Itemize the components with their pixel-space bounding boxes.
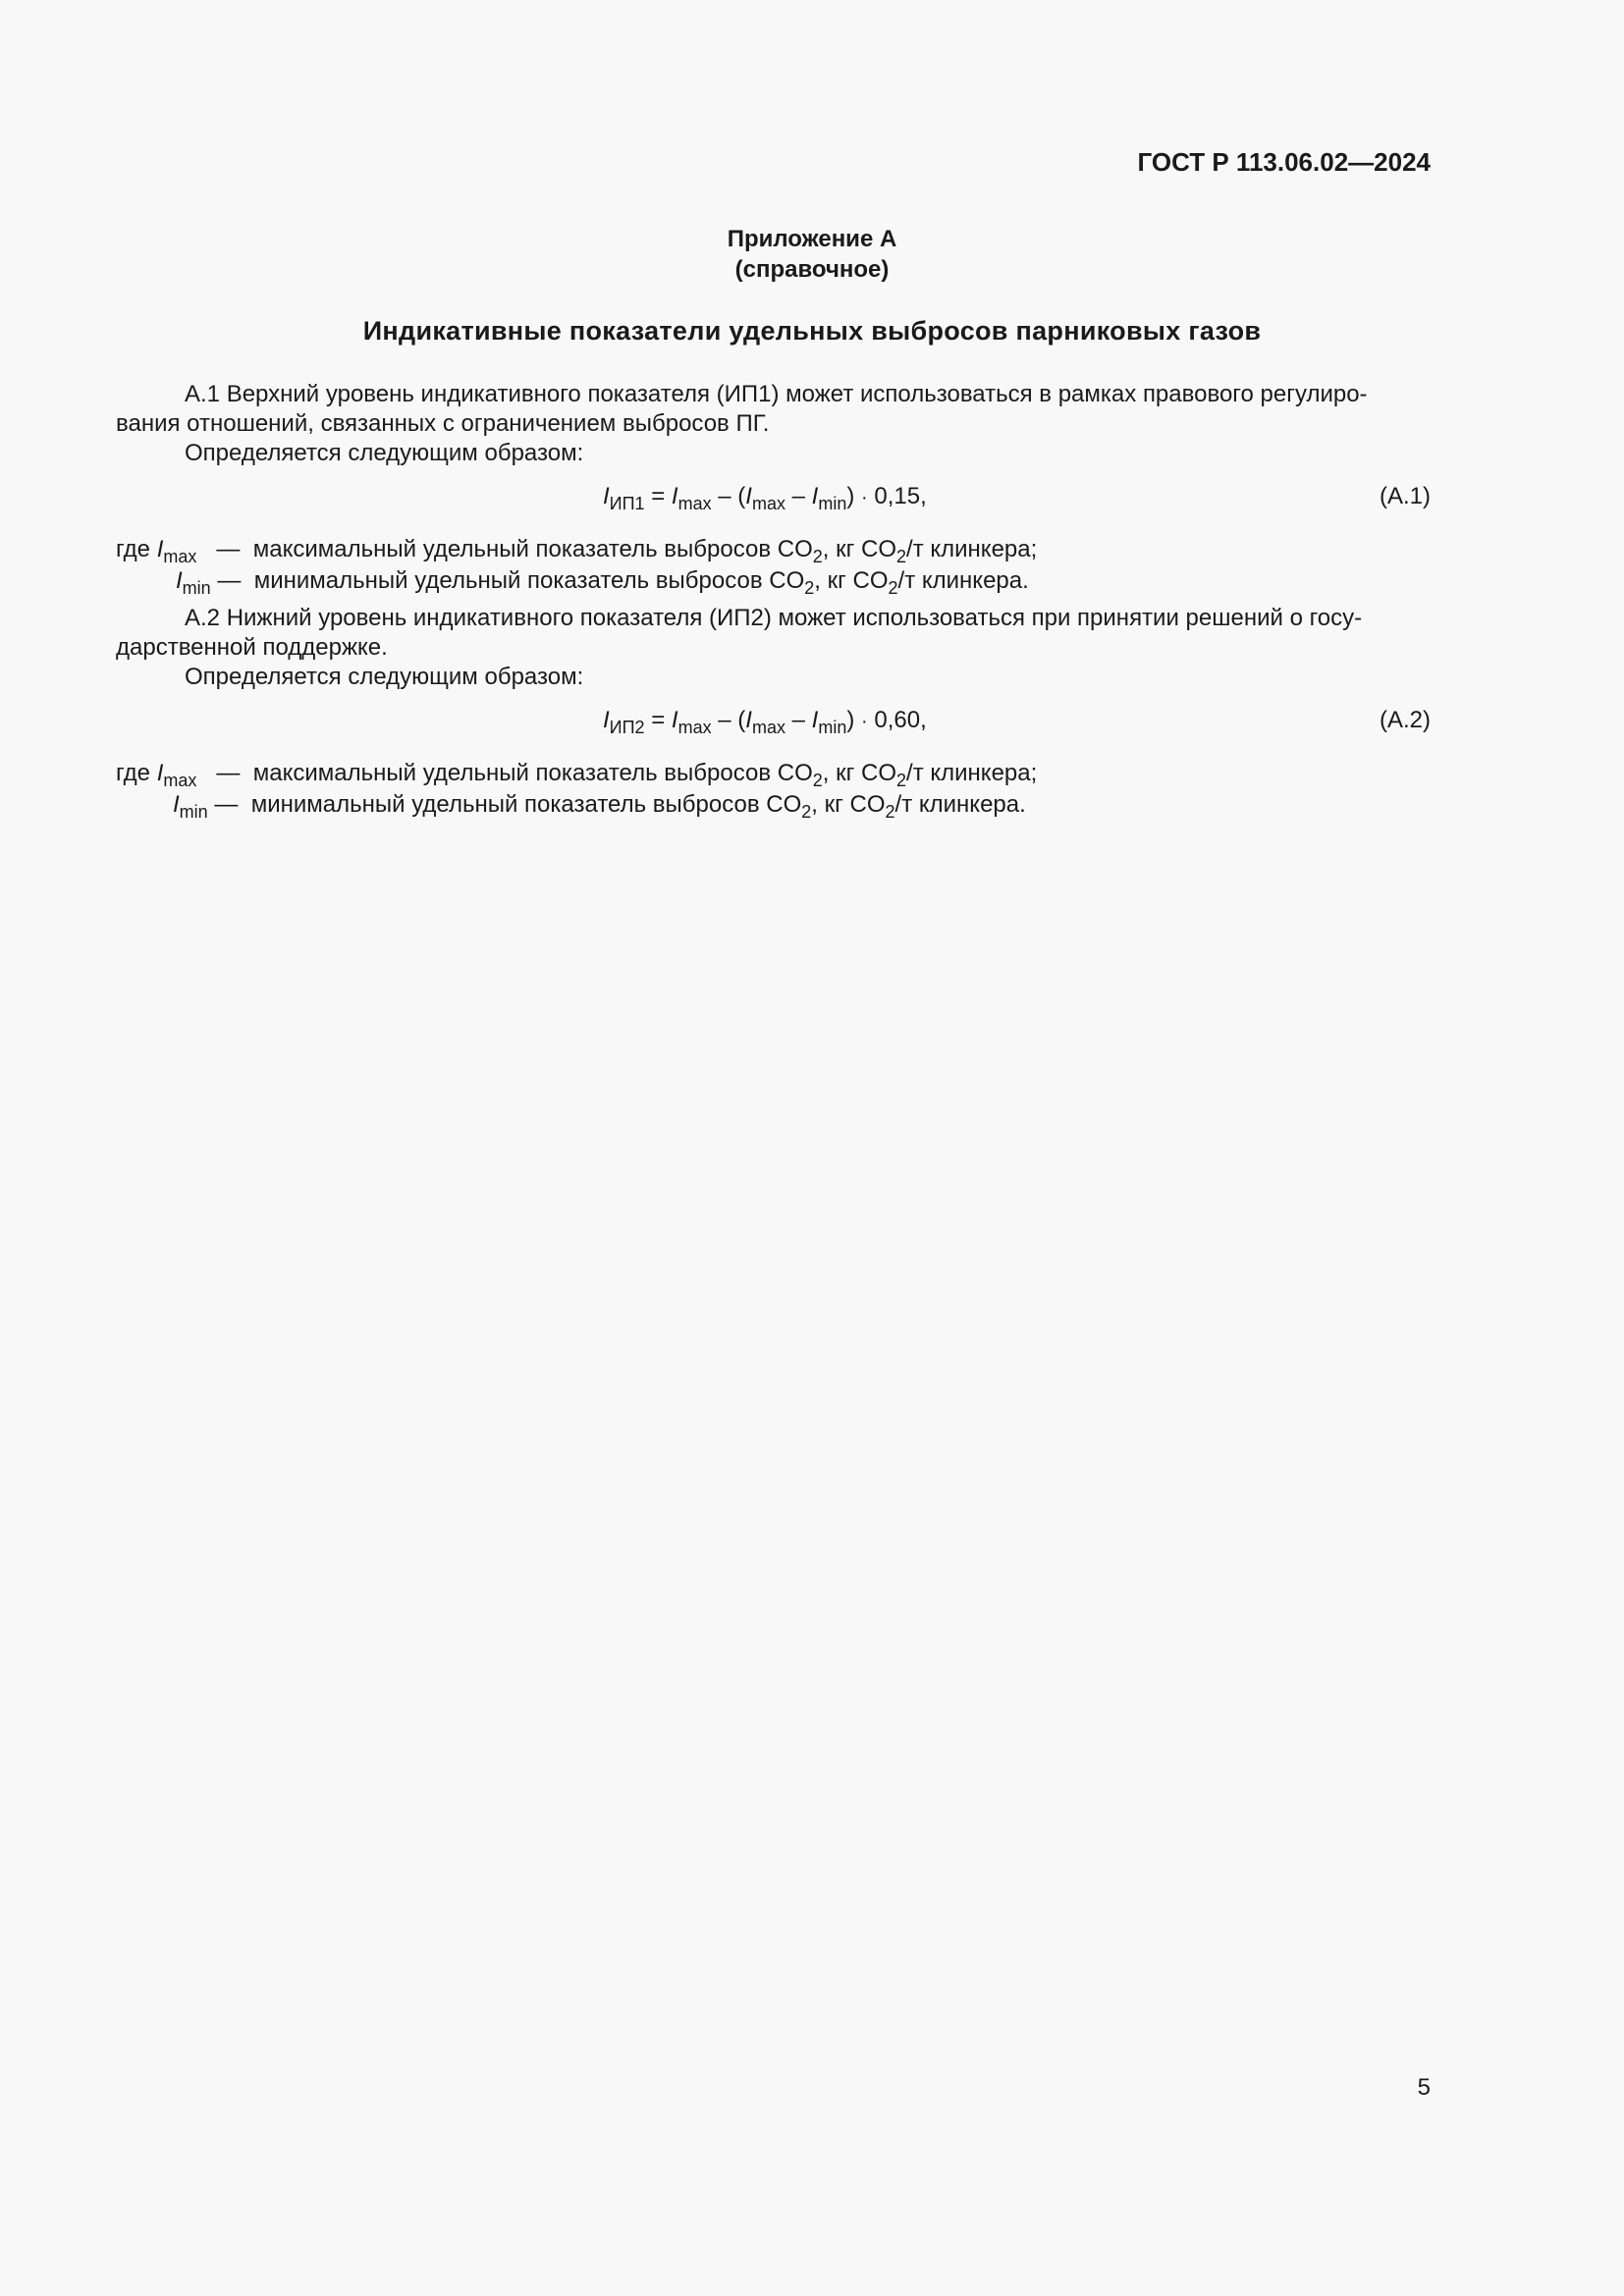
a1-paragraph-line2: вания отношений, связанных с ограничением выбросов ПГ.	[116, 410, 770, 437]
appendix-type: (справочное)	[734, 256, 890, 283]
formula-a2-number: (А.2)	[1379, 707, 1431, 733]
a1-method-text: Определяется следующим образом:	[185, 440, 584, 466]
a2-where-imax: где $I_{max}$ — максимальный удельный показатель выбросов $CO_2$, кг $CO_2/т$ клинкера;	[116, 760, 1038, 790]
a1-where-imin: $I_{min}$ — минимальный удельный показатель выбросов $CO_2$, кг $CO_2/т$ клинкера.	[176, 567, 1029, 598]
a2-where-imin: $I_{min}$ — минимальный удельный показатель выбросов $CO_2$, кг $CO_2/т$ клинкера.	[173, 791, 1026, 822]
page-number: 5	[1417, 2074, 1431, 2101]
formula-a1: $I_{ИП1} = I_{max} - (I_{max} - I_{min}) \cdot 0,15$,	[603, 483, 927, 513]
document-number: ГОСТ Р 113.06.02—2024	[1137, 147, 1431, 177]
a1-where-imax: где $I_{max}$ — максимальный удельный показатель выбросов $CO_2$, кг $CO_2/т$ клинкера;	[116, 536, 1038, 566]
appendix-title: Индикативные показатели удельных выбросов парниковых газов	[362, 316, 1262, 346]
a2-paragraph-line1: А.2 Нижний уровень индикативного показателя (ИП2) может использоваться при принятии решений о госу-	[185, 605, 1363, 631]
appendix-label: Приложение А	[727, 226, 897, 252]
a2-paragraph-line2: дарственной поддержке.	[116, 634, 388, 661]
a2-method-text: Определяется следующим образом:	[185, 664, 584, 690]
formula-a2: $I_{ИП2} = I_{max} - (I_{max} - I_{min}) \cdot 0,60$,	[603, 707, 927, 737]
a1-paragraph-line1: А.1 Верхний уровень индикативного показателя (ИП1) может использоваться в рамках правового регулиро-	[185, 381, 1368, 407]
formula-a1-number: (А.1)	[1379, 483, 1431, 509]
